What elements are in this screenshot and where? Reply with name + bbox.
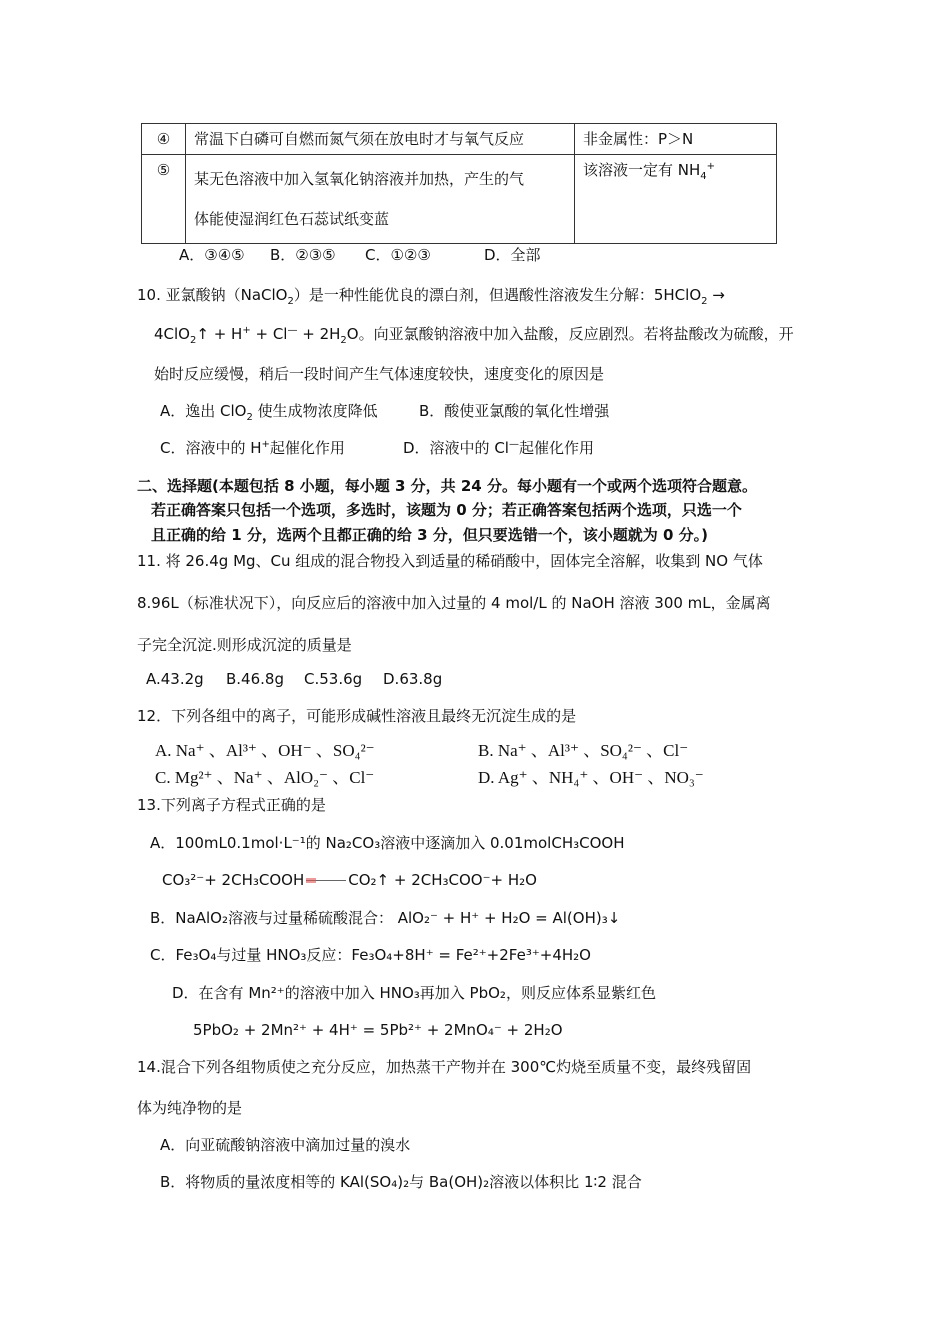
sub: 2	[287, 296, 294, 307]
text: ）是一种性能优良的漂白剂，但遇酸性溶液发生分解：5HClO	[293, 286, 702, 304]
q9-option-a: A．③④⑤	[179, 246, 245, 264]
text: ↑ + H	[196, 325, 243, 343]
row-conclusion: 非金属性：P＞N	[575, 124, 777, 155]
q13-stem: 13.下列离子方程式正确的是	[137, 796, 326, 814]
row-description-line-2: 体能使湿润红色石蕊试纸变蓝	[194, 210, 390, 228]
text: A．逸出 ClO	[160, 402, 247, 420]
text: D．溶液中的 Cl	[403, 439, 509, 457]
row-number: ④	[142, 124, 186, 155]
sub: 2	[190, 335, 197, 346]
q9-option-d: D．全部	[484, 246, 541, 264]
q10-stem-line-2	[154, 323, 794, 345]
text: 起催化作用	[269, 439, 345, 457]
q14-option-a: A．向亚硫酸钠溶液中滴加过量的溴水	[160, 1136, 411, 1154]
q13-option-a-equation	[162, 869, 537, 891]
equation-arrow-icon	[306, 876, 346, 886]
text: 使生成物浓度降低	[252, 402, 378, 420]
q11-stem-line-2: 8.96L（标准状况下），向反应后的溶液中加入过量的 4 mol/L 的 NaOH 溶液 300 mL，金属离	[137, 594, 771, 612]
q14-stem-line-1: 14.混合下列各组物质使之充分反应，加热蒸干产物并在 300℃灼烧至质量不变，最终残留固	[137, 1058, 752, 1076]
q9-option-c: C．①②③	[365, 246, 431, 264]
sub: 2	[701, 296, 708, 307]
q12-option-a: A. Na⁺ 、Al³⁺ 、OH⁻ 、SO₄²⁻	[155, 741, 375, 760]
text: + Cl	[250, 325, 288, 343]
q10-stem-line-1	[137, 284, 725, 306]
text: 4ClO	[154, 325, 190, 343]
conclusion-sup: +	[706, 161, 716, 172]
sup: —	[508, 439, 519, 450]
q13-option-a: A．100mL0.1mol·L⁻¹的 Na₂CO₃溶液中逐滴加入 0.01molCH₃COOH	[150, 834, 625, 852]
q10-option-c	[160, 437, 345, 459]
q10-option-b: B．酸使亚氯酸的氧化性增强	[419, 402, 610, 420]
q13-option-d: D．在含有 Mn²⁺的溶液中加入 HNO₃再加入 PbO₂，则反应体系显紫红色	[172, 984, 656, 1002]
section-heading-line-3: 且正确的给 1 分，选两个且都正确的给 3 分，但只要选错一个，该小题就为 0 分。)	[151, 526, 709, 544]
q12-option-d: D. Ag⁺ 、NH₄⁺ 、OH⁻ 、NO₃⁻	[478, 768, 704, 787]
q13-option-d-equation: 5PbO₂ + 2Mn²⁺ + 4H⁺ = 5Pb²⁺ + 2MnO₄⁻ + 2H₂O	[193, 1021, 563, 1039]
row-description-line-1: 某无色溶液中加入氢氧化钠溶液并加热，产生的气	[194, 170, 525, 188]
row-description: 常温下白磷可自燃而氮气须在放电时才与氧气反应	[186, 124, 575, 155]
sup: —	[287, 325, 298, 336]
table-row	[142, 155, 777, 244]
q9-table	[141, 123, 777, 244]
text: C．溶液中的 H	[160, 439, 262, 457]
text: O。向亚氯酸钠溶液中加入盐酸，反应剧烈。若将盐酸改为硫酸，开	[346, 325, 794, 343]
text: 10. 亚氯酸钠（NaClO	[137, 286, 288, 304]
q12-option-b: B. Na⁺ 、Al³⁺ 、SO₄²⁻ 、Cl⁻	[478, 741, 689, 760]
section-heading-line-1: 二、选择题(本题包括 8 小题，每小题 3 分，共 24 分。每小题有一个或两个选项符合题意。	[137, 477, 757, 495]
q11-option-d: D.63.8g	[383, 670, 443, 688]
text: + 2H	[297, 325, 341, 343]
text: CO₃²⁻+ 2CH₃COOH	[162, 871, 305, 889]
section-heading-line-2: 若正确答案只包括一个选项，多选时，该题为 0 分；若正确答案包括两个选项，只选一个	[151, 501, 742, 519]
q10-stem-line-3: 始时反应缓慢，稍后一段时间产生气体速度较快，速度变化的原因是	[154, 365, 605, 383]
table-row	[142, 124, 777, 155]
row-conclusion	[575, 155, 777, 244]
conclusion-sub: 4	[700, 171, 707, 182]
q9-option-b: B．②③⑤	[270, 246, 336, 264]
q14-stem-line-2: 体为纯净物的是	[137, 1099, 243, 1117]
q11-option-a: A.43.2g	[146, 670, 204, 688]
text: CO₂↑ + 2CH₃COO⁻+ H₂O	[348, 871, 537, 889]
q11-stem-line-3: 子完全沉淀.则形成沉淀的质量是	[137, 636, 352, 654]
q13-option-b: B．NaAlO₂溶液与过量稀硫酸混合： AlO₂⁻ + H⁺ + H₂O = Al(OH)₃↓	[150, 909, 621, 927]
sub: 2	[340, 335, 347, 346]
q11-stem-line-1: 11. 将 26.4g Mg、Cu 组成的混合物投入到适量的稀硝酸中，固体完全溶解，收集到 NO 气体	[137, 552, 763, 570]
q12-stem: 12．下列各组中的离子，可能形成碱性溶液且最终无沉淀生成的是	[137, 707, 577, 725]
row-number: ⑤	[142, 155, 186, 244]
q11-option-b: B.46.8g	[226, 670, 284, 688]
row-description	[186, 155, 575, 244]
text: 起催化作用	[518, 439, 594, 457]
text: →	[707, 286, 725, 304]
q10-option-d	[403, 437, 594, 459]
q10-option-a	[160, 400, 378, 422]
sub: 2	[246, 412, 253, 423]
conclusion-text: 该溶液一定有 NH	[583, 161, 701, 179]
q13-option-c: C．Fe₃O₄与过量 HNO₃反应：Fe₃O₄+8H⁺ = Fe²⁺+2Fe³⁺+4H₂O	[150, 946, 591, 964]
sup: +	[261, 439, 270, 450]
q14-option-b: B．将物质的量浓度相等的 KAl(SO₄)₂与 Ba(OH)₂溶液以体积比 1∶2 混合	[160, 1173, 642, 1191]
q11-option-c: C.53.6g	[304, 670, 363, 688]
sup: +	[242, 325, 251, 336]
q12-option-c: C. Mg²⁺ 、Na⁺ 、AlO₂⁻ 、Cl⁻	[155, 768, 375, 787]
